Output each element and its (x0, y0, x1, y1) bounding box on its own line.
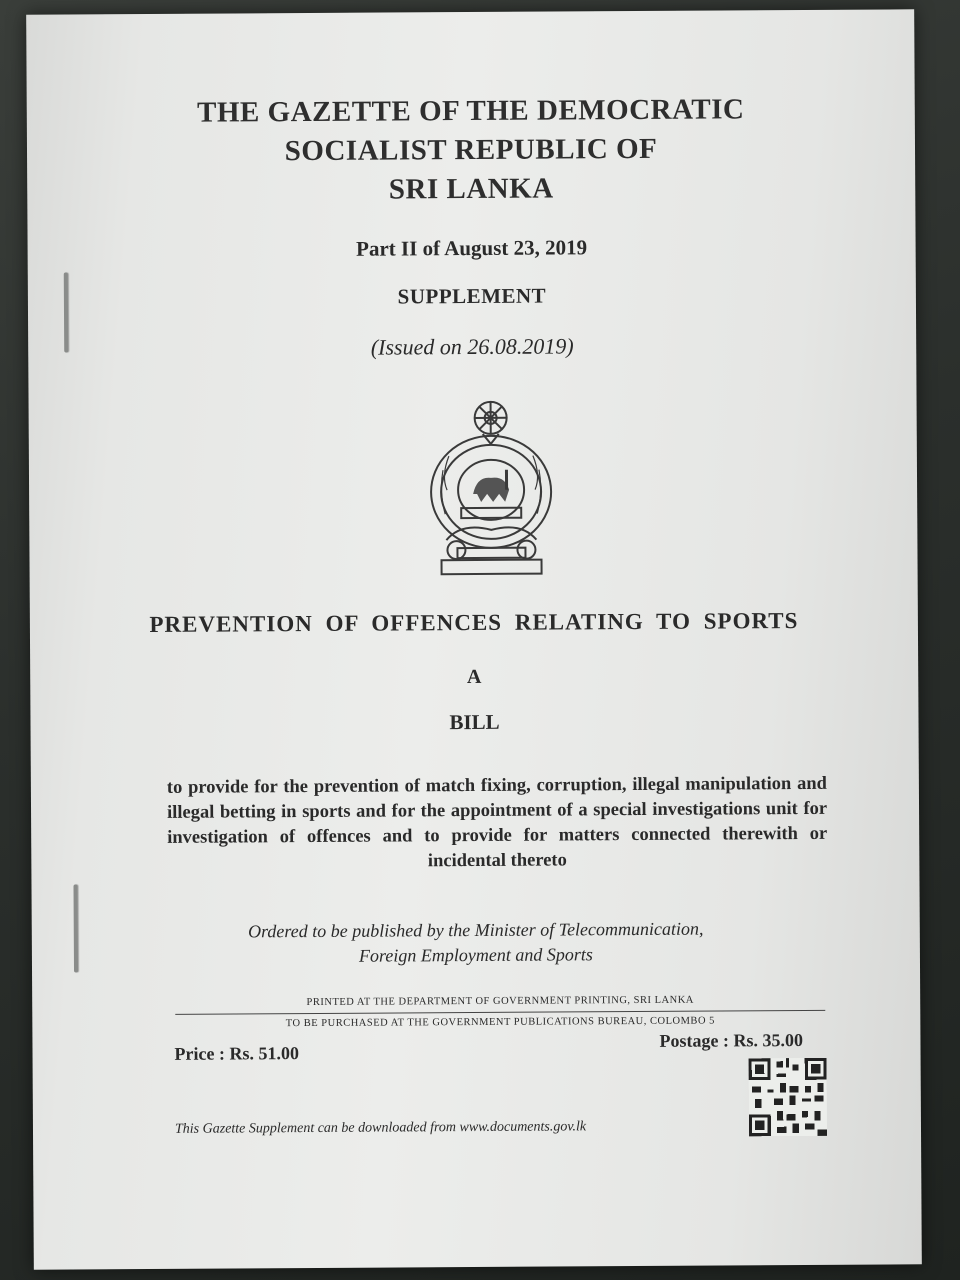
price-label: Price : Rs. 51.00 (174, 1043, 300, 1064)
title-line-2: SOCIALIST REPUBLIC OF (284, 132, 658, 168)
qr-code-icon (749, 1058, 827, 1136)
ordered-line-1: Ordered to be published by the Minister of Telecommunication, (247, 918, 704, 942)
part-date: Part II of August 23, 2019 (356, 235, 588, 261)
bill-label: BILL (449, 709, 500, 735)
purchase-notice: TO BE PURCHASED AT THE GOVERNMENT PUBLICATIONS BUREAU, COLOMBO 5 (285, 1015, 715, 1030)
issued-date: (Issued on 26.08.2019) (370, 333, 574, 360)
download-note: This Gazette Supplement can be downloaded from www.documents.gov.lk (174, 1119, 587, 1137)
sri-lanka-coat-of-arms-icon (420, 389, 561, 580)
bill-description: to provide for the prevention of match fixing, corruption, illegal manipulation and illegal betting in sports and for the appointment of a special investigations unit for investigation of offences and to provide for matters connected therewith or incidental thereto (166, 773, 828, 872)
bill-title: PREVENTION OF OFFENCES RELATING TO SPORTS (149, 608, 799, 637)
title-line-1: THE GAZETTE OF THE DEMOCRATIC (197, 93, 745, 129)
title-line-3: SRI LANKA (388, 172, 554, 206)
footer-divider (175, 1010, 825, 1015)
bill-article: A (466, 665, 482, 689)
printed-notice: PRINTED AT THE DEPARTMENT OF GOVERNMENT PRINTING, SRI LANKA (306, 994, 694, 1009)
gazette-title (27, 89, 916, 211)
supplement-label: SUPPLEMENT (397, 283, 547, 309)
gazette-page (26, 9, 922, 1269)
ordered-statement (32, 915, 920, 970)
ordered-line-2: Foreign Employment and Sports (358, 944, 593, 966)
postage-label: Postage : Rs. 35.00 (659, 1029, 803, 1051)
